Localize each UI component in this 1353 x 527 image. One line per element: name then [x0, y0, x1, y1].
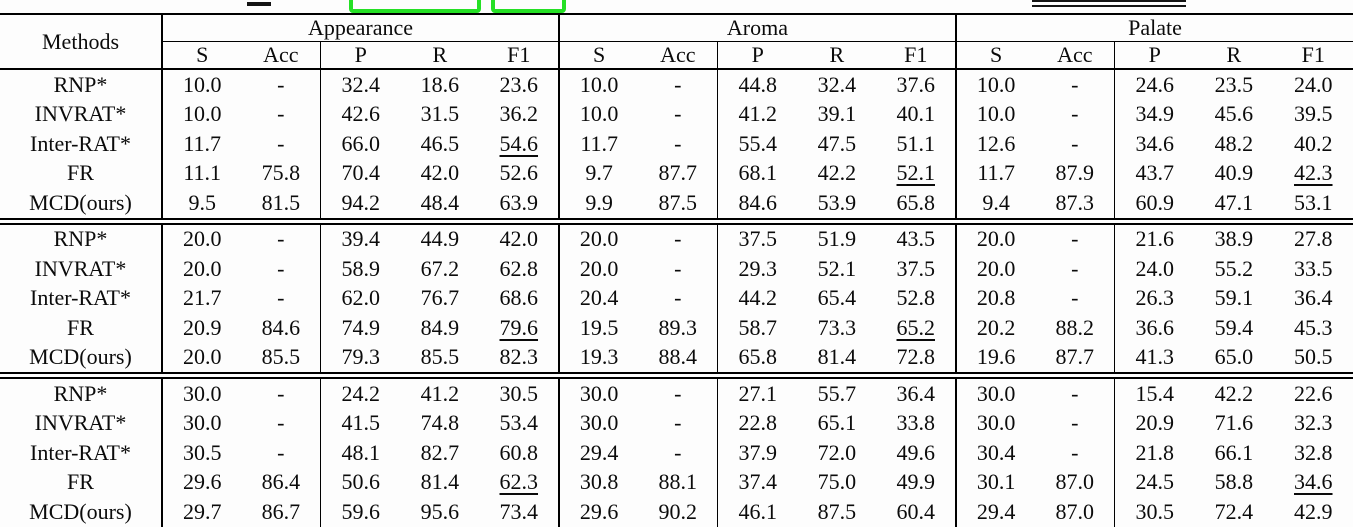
value-cell: 24.0	[1115, 254, 1194, 284]
value-cell: 39.4	[321, 221, 400, 254]
value-cell: 81.5	[261, 189, 301, 215]
method-cell: MCD(ours)	[0, 188, 162, 221]
value-cell: 54.6	[499, 130, 539, 156]
table-row	[0, 69, 1353, 100]
value-cell: 59.4	[1214, 314, 1254, 340]
value-cell: 87.9	[1055, 160, 1095, 186]
value-cell: 65.8	[718, 343, 797, 376]
value-cell: 38.9	[1194, 221, 1273, 254]
value-cell: -	[1035, 221, 1114, 254]
value-cell: 32.4	[817, 71, 857, 97]
value-cell: 65.2	[896, 314, 935, 340]
value-cell: 36.6	[1115, 313, 1194, 343]
subcol-s: S	[559, 42, 638, 70]
table-row	[0, 497, 1353, 527]
value-cell: 72.8	[896, 344, 935, 370]
subcol-f1: F1	[1274, 42, 1353, 70]
value-cell: 37.5	[896, 255, 935, 281]
value-cell: -	[674, 130, 682, 156]
value-cell: 46.5	[420, 130, 460, 156]
value-cell: 20.0	[956, 221, 1035, 254]
value-cell: 72.4	[1214, 498, 1254, 524]
value-cell: 60.8	[499, 439, 539, 465]
value-cell: 30.0	[162, 376, 241, 409]
value-cell: 41.2	[718, 100, 797, 130]
value-cell: 11.7	[956, 159, 1035, 189]
method-cell: FR	[0, 313, 162, 343]
value-cell: 42.0	[420, 160, 460, 186]
result-block-1	[0, 69, 1353, 221]
value-cell: 71.6	[1214, 410, 1254, 436]
value-cell: 62.0	[321, 284, 400, 314]
value-cell: 68.6	[499, 285, 539, 311]
value-cell: 29.4	[956, 497, 1035, 527]
value-cell: 41.2	[400, 376, 479, 409]
value-cell: -	[241, 376, 320, 409]
value-cell: 62.8	[499, 255, 539, 281]
value-cell: -	[277, 71, 285, 97]
value-cell: 24.5	[1115, 468, 1194, 498]
value-cell: 52.1	[896, 160, 935, 186]
subcol-s: S	[956, 42, 1035, 70]
value-cell: 73.4	[499, 498, 539, 524]
table-header	[0, 14, 1353, 69]
method-cell: Inter-RAT*	[0, 438, 162, 468]
value-cell: 45.6	[1214, 101, 1254, 127]
value-cell: -	[1071, 101, 1079, 127]
value-cell: 87.7	[1055, 344, 1095, 370]
col-group-appearance: Appearance	[162, 14, 559, 42]
value-cell: 90.2	[658, 498, 698, 524]
value-cell: 24.0	[1294, 71, 1333, 97]
value-cell: 94.2	[321, 188, 400, 221]
value-cell: 30.0	[956, 409, 1035, 439]
subcol-acc: Acc	[638, 42, 717, 70]
method-cell: Inter-RAT*	[0, 284, 162, 314]
value-cell: 53.4	[499, 410, 539, 436]
method-cell: MCD(ours)	[0, 343, 162, 376]
value-cell: 20.0	[162, 343, 241, 376]
value-cell: -	[277, 101, 285, 127]
method-cell: FR	[0, 468, 162, 498]
value-cell: 32.3	[1294, 410, 1333, 436]
value-cell: -	[277, 285, 285, 311]
value-cell: 82.7	[420, 439, 460, 465]
value-cell: -	[277, 410, 285, 436]
value-cell: 72.0	[817, 439, 857, 465]
value-cell: 27.8	[1274, 221, 1353, 254]
value-cell: 49.6	[896, 439, 935, 465]
value-cell: 74.8	[420, 410, 460, 436]
value-cell: 10.0	[559, 100, 638, 130]
value-cell: 87.0	[1055, 469, 1095, 495]
value-cell: 58.7	[718, 313, 797, 343]
value-cell: 87.7	[658, 160, 698, 186]
value-cell: 65.8	[896, 189, 935, 215]
value-cell: 33.5	[1294, 255, 1333, 281]
value-cell: 47.1	[1214, 189, 1254, 215]
value-cell: 88.4	[658, 344, 698, 370]
value-cell: -	[1071, 71, 1079, 97]
value-cell: 52.1	[817, 255, 857, 281]
value-cell: 79.6	[499, 314, 539, 340]
results-table	[0, 13, 1353, 527]
method-cell: MCD(ours)	[0, 497, 162, 527]
value-cell: 59.1	[1214, 285, 1254, 311]
subcol-f1: F1	[480, 42, 559, 70]
value-cell: 36.4	[1294, 285, 1333, 311]
result-block-2	[0, 221, 1353, 376]
value-cell: 55.2	[1214, 255, 1254, 281]
table-row	[0, 438, 1353, 468]
value-cell: 20.0	[559, 221, 638, 254]
value-cell: 55.4	[718, 129, 797, 159]
value-cell: 85.5	[261, 344, 301, 370]
value-cell: 63.9	[499, 189, 539, 215]
value-cell: 21.8	[1115, 438, 1194, 468]
value-cell: 19.6	[956, 343, 1035, 376]
value-cell: 30.0	[162, 409, 241, 439]
value-cell: 11.1	[162, 159, 241, 189]
value-cell: 58.9	[321, 254, 400, 284]
value-cell: 44.9	[400, 221, 479, 254]
value-cell: 40.1	[896, 101, 935, 127]
table-row	[0, 129, 1353, 159]
value-cell: 75.0	[817, 469, 857, 495]
value-cell: 42.3	[1294, 160, 1333, 186]
value-cell: 40.2	[1294, 130, 1333, 156]
table-row	[0, 188, 1353, 221]
value-cell: 42.9	[1294, 498, 1333, 524]
value-cell: 40.9	[1214, 160, 1254, 186]
value-cell: 20.0	[559, 254, 638, 284]
value-cell: 18.6	[420, 71, 460, 97]
subcol-p: P	[1115, 42, 1194, 70]
value-cell: 82.3	[499, 344, 539, 370]
value-cell: -	[1071, 285, 1079, 311]
value-cell: 22.6	[1274, 376, 1353, 409]
col-group-aroma: Aroma	[559, 14, 956, 42]
value-cell: 46.1	[718, 497, 797, 527]
value-cell: 10.0	[956, 69, 1035, 100]
value-cell: 9.5	[162, 188, 241, 221]
method-cell: RNP*	[0, 221, 162, 254]
value-cell: 31.5	[420, 101, 460, 127]
value-cell: 32.8	[1294, 439, 1333, 465]
value-cell: 9.9	[559, 188, 638, 221]
value-cell: 29.7	[162, 497, 241, 527]
value-cell: 60.9	[1115, 188, 1194, 221]
value-cell: 68.1	[718, 159, 797, 189]
value-cell: 20.4	[559, 284, 638, 314]
value-cell: 45.3	[1294, 314, 1333, 340]
value-cell: 34.6	[1115, 129, 1194, 159]
value-cell: 49.9	[896, 469, 935, 495]
value-cell: 30.4	[956, 438, 1035, 468]
value-cell: 51.1	[896, 130, 935, 156]
value-cell: -	[674, 410, 682, 436]
value-cell: -	[1071, 439, 1079, 465]
value-cell: 21.6	[1115, 221, 1194, 254]
value-cell: 59.6	[321, 497, 400, 527]
value-cell: 29.6	[559, 497, 638, 527]
value-cell: 24.2	[321, 376, 400, 409]
value-cell: 24.6	[1115, 69, 1194, 100]
method-cell: Inter-RAT*	[0, 129, 162, 159]
value-cell: -	[674, 255, 682, 281]
value-cell: 26.3	[1115, 284, 1194, 314]
value-cell: 36.2	[499, 101, 539, 127]
value-cell: 88.1	[658, 469, 698, 495]
group-header-row	[0, 14, 1353, 42]
value-cell: 21.7	[162, 284, 241, 314]
method-cell: RNP*	[0, 376, 162, 409]
subcol-acc: Acc	[1035, 42, 1114, 70]
value-cell: 19.3	[559, 343, 638, 376]
value-cell: 84.6	[261, 314, 301, 340]
table-row	[0, 468, 1353, 498]
value-cell: -	[674, 439, 682, 465]
value-cell: 65.0	[1214, 344, 1254, 370]
value-cell: 37.4	[718, 468, 797, 498]
table-row	[0, 343, 1353, 376]
value-cell: 30.0	[559, 409, 638, 439]
value-cell: 87.5	[658, 189, 698, 215]
value-cell: 42.2	[1194, 376, 1273, 409]
value-cell: 9.4	[956, 188, 1035, 221]
value-cell: 86.7	[261, 498, 301, 524]
value-cell: 84.6	[718, 188, 797, 221]
value-cell: 20.2	[956, 313, 1035, 343]
value-cell: 27.1	[718, 376, 797, 409]
value-cell: 20.9	[162, 313, 241, 343]
value-cell: -	[277, 255, 285, 281]
value-cell: 10.0	[162, 69, 241, 100]
subcol-acc: Acc	[241, 42, 320, 70]
value-cell: 39.5	[1294, 101, 1333, 127]
value-cell: 52.8	[896, 285, 935, 311]
value-cell: 67.2	[420, 255, 460, 281]
value-cell: 34.6	[1294, 469, 1333, 495]
table-row	[0, 376, 1353, 409]
value-cell: 19.5	[559, 313, 638, 343]
value-cell: 43.7	[1115, 159, 1194, 189]
value-cell: 65.1	[817, 410, 857, 436]
value-cell: 9.7	[559, 159, 638, 189]
value-cell: 20.0	[162, 221, 241, 254]
value-cell: 29.6	[162, 468, 241, 498]
value-cell: 88.2	[1055, 314, 1095, 340]
value-cell: 10.0	[956, 100, 1035, 130]
method-cell: RNP*	[0, 69, 162, 100]
value-cell: 30.0	[956, 376, 1035, 409]
value-cell: 85.5	[420, 344, 460, 370]
method-cell: INVRAT*	[0, 254, 162, 284]
value-cell: -	[1071, 410, 1079, 436]
value-cell: 47.5	[817, 130, 857, 156]
value-cell: -	[638, 221, 717, 254]
value-cell: -	[674, 285, 682, 311]
value-cell: -	[241, 221, 320, 254]
value-cell: 60.4	[896, 498, 935, 524]
value-cell: 20.8	[956, 284, 1035, 314]
value-cell: 58.8	[1214, 469, 1254, 495]
value-cell: 76.7	[420, 285, 460, 311]
value-cell: 15.4	[1115, 376, 1194, 409]
value-cell: 34.9	[1115, 100, 1194, 130]
value-cell: 20.0	[162, 254, 241, 284]
value-cell: 50.5	[1294, 344, 1333, 370]
value-cell: 37.9	[718, 438, 797, 468]
value-cell: 41.3	[1115, 343, 1194, 376]
value-cell: 53.1	[1294, 189, 1333, 215]
subcol-f1: F1	[877, 42, 956, 70]
value-cell: 44.2	[718, 284, 797, 314]
value-cell: 20.0	[956, 254, 1035, 284]
value-cell: 95.6	[420, 498, 460, 524]
value-cell: 33.8	[896, 410, 935, 436]
table-row	[0, 313, 1353, 343]
value-cell: 30.1	[956, 468, 1035, 498]
value-cell: 51.9	[797, 221, 876, 254]
value-cell: 81.4	[420, 469, 460, 495]
value-cell: 42.0	[480, 221, 559, 254]
table-row	[0, 284, 1353, 314]
value-cell: 39.1	[817, 101, 857, 127]
subcol-r: R	[1194, 42, 1273, 70]
value-cell: 74.9	[321, 313, 400, 343]
value-cell: 11.7	[559, 129, 638, 159]
value-cell: 84.9	[420, 314, 460, 340]
value-cell: 73.3	[817, 314, 857, 340]
green-annotation-box-2	[491, 0, 566, 13]
value-cell: 12.6	[956, 129, 1035, 159]
value-cell: 37.6	[896, 71, 935, 97]
value-cell: 48.2	[1214, 130, 1254, 156]
value-cell: 75.8	[261, 160, 301, 186]
table-row	[0, 221, 1353, 254]
value-cell: 23.6	[499, 71, 539, 97]
value-cell: 66.0	[321, 129, 400, 159]
subcol-r: R	[797, 42, 876, 70]
methods-header: Methods	[0, 14, 162, 69]
value-cell: 10.0	[162, 100, 241, 130]
value-cell: 29.3	[718, 254, 797, 284]
value-cell: 30.8	[559, 468, 638, 498]
double-rule-mark	[1032, 0, 1186, 7]
value-cell: 37.5	[718, 221, 797, 254]
table-row	[0, 100, 1353, 130]
result-block-3	[0, 376, 1353, 527]
value-cell: -	[1071, 255, 1079, 281]
value-cell: 32.4	[321, 69, 400, 100]
value-cell: 42.6	[321, 100, 400, 130]
value-cell: 87.5	[817, 498, 857, 524]
value-cell: 43.5	[877, 221, 956, 254]
value-cell: 70.4	[321, 159, 400, 189]
value-cell: 30.5	[480, 376, 559, 409]
method-cell: FR	[0, 159, 162, 189]
value-cell: -	[277, 130, 285, 156]
subheader-row	[0, 42, 1353, 70]
value-cell: 22.8	[718, 409, 797, 439]
value-cell: -	[1035, 376, 1114, 409]
subcol-p: P	[718, 42, 797, 70]
value-cell: 79.3	[321, 343, 400, 376]
value-cell: 30.5	[1115, 497, 1194, 527]
value-cell: -	[674, 71, 682, 97]
subcol-p: P	[321, 42, 400, 70]
value-cell: 29.4	[559, 438, 638, 468]
green-annotation-box-1	[349, 0, 481, 13]
value-cell: 30.5	[162, 438, 241, 468]
value-cell: 81.4	[817, 344, 857, 370]
value-cell: 44.8	[718, 69, 797, 100]
value-cell: -	[638, 376, 717, 409]
value-cell: 23.5	[1214, 71, 1254, 97]
value-cell: 62.3	[499, 469, 539, 495]
value-cell: 41.5	[321, 409, 400, 439]
underscore-mark	[247, 2, 271, 6]
value-cell: 53.9	[817, 189, 857, 215]
subcol-s: S	[162, 42, 241, 70]
value-cell: 87.3	[1055, 189, 1095, 215]
value-cell: 50.6	[321, 468, 400, 498]
value-cell: 66.1	[1214, 439, 1254, 465]
value-cell: 55.7	[797, 376, 876, 409]
value-cell: 48.1	[321, 438, 400, 468]
method-cell: INVRAT*	[0, 409, 162, 439]
value-cell: 20.9	[1115, 409, 1194, 439]
value-cell: 30.0	[559, 376, 638, 409]
value-cell: -	[1071, 130, 1079, 156]
value-cell: 11.7	[162, 129, 241, 159]
value-cell: 89.3	[658, 314, 698, 340]
method-cell: INVRAT*	[0, 100, 162, 130]
subcol-r: R	[400, 42, 479, 70]
col-group-palate: Palate	[956, 14, 1353, 42]
value-cell: 87.0	[1055, 498, 1095, 524]
table-row	[0, 254, 1353, 284]
value-cell: 36.4	[877, 376, 956, 409]
value-cell: -	[277, 439, 285, 465]
value-cell: 65.4	[817, 285, 857, 311]
value-cell: 86.4	[261, 469, 301, 495]
value-cell: 48.4	[420, 189, 460, 215]
value-cell: 52.6	[499, 160, 539, 186]
table-row	[0, 409, 1353, 439]
value-cell: -	[674, 101, 682, 127]
table-row	[0, 159, 1353, 189]
value-cell: 10.0	[559, 69, 638, 100]
value-cell: 42.2	[817, 160, 857, 186]
